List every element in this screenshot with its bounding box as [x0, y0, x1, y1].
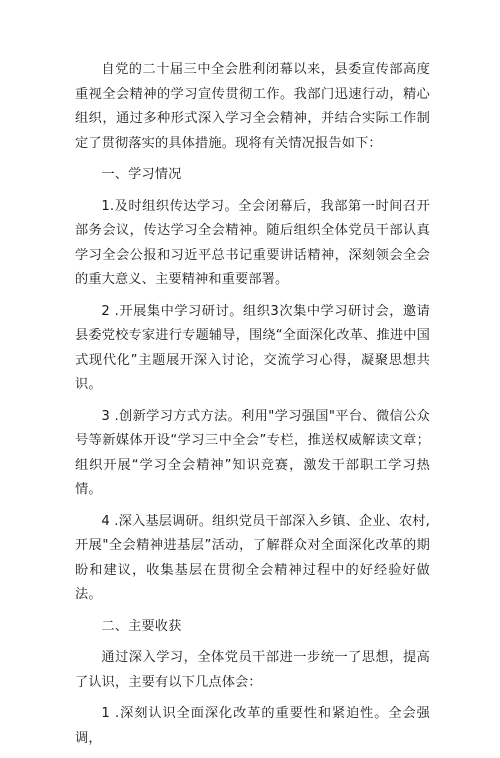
study-item-2: 2 .开展集中学习研讨。组织3次集中学习研讨会，邀请县委党校专家进行专题辅导，围绕“全面深化改革、推进中国式现代化”主题展开深入讨论，交流学习心得，凝聚思想共识。 — [75, 303, 430, 392]
section-heading-gains: 二、主要收获 — [101, 618, 182, 634]
section-heading-study: 一、学习情况 — [101, 167, 182, 182]
gain-item-1: 1 .深刻认识全面深化改革的重要性和紧迫性。全会强调， — [75, 706, 430, 746]
study-item-4: 4 .深入基层调研。组织党员干部深入乡镇、企业、农村,开展"全会精神进基层”活动，了解群众对全面深化改革的期盼和建议，收集基层在贯彻全会精神过程中的好经验好做法。 — [75, 513, 430, 602]
document-body — [75, 58, 430, 758]
gains-summary: 通过深入学习，全体党员干部进一步统一了思想，提高了认识，主要有以下几点体会： — [75, 650, 430, 690]
study-item-1: 1.及时组织传达学习。全会闭幕后，我部第一时间召开部务会议，传达学习全会精神。随后组织全体党员干部认真学习全会公报和习近平总书记重要讲话精神，深刻领会全会的重大意义、主要精神和重要部署。 — [75, 198, 430, 287]
intro-paragraph: 自党的二十届三中全会胜利闭幕以来，县委宣传部高度重视全会精神的学习宣传贯彻工作。我部门迅速行动，精心组织，通过多种形式深入学习全会精神，并结合实际工作制定了贯彻落实的具体措施。现将有关情况报告如下： — [75, 62, 430, 151]
study-item-3: 3 .创新学习方式方法。利用"学习强国"平台、微信公众号等新媒体开设“学习三中全会”专栏，推送权威解读文章；组织开展“学习全会精神”知识竞赛，激发干部职工学习热情。 — [75, 408, 430, 497]
